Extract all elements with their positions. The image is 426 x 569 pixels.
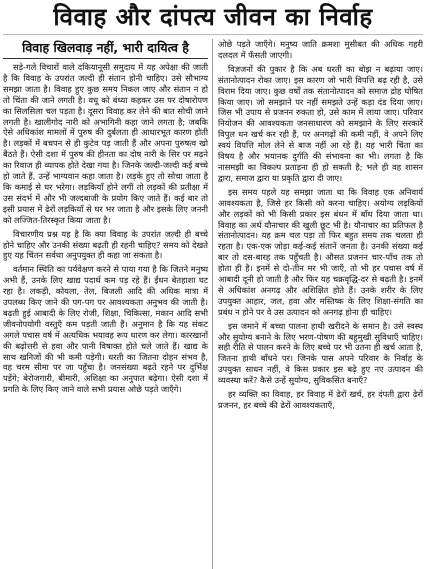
paragraph: हर व्यक्ति का विवाह, हर विवाह में ढेरों खर्च, हर दंपती द्वारा ढेरों प्रजनन, हर बच्चे की ढेरों आवश्यकताएँ, <box>218 389 423 410</box>
article-headline: विवाह खिलवाड़ नहीं, भारी दायित्व है <box>3 39 208 59</box>
article-columns <box>3 39 423 569</box>
paragraph: ओछे पड़ते जाएँगे। मनुष्य जाति क्रमशः मुसीबत की अधिक गहरी दलदल में फँसती जाएगी। <box>218 39 423 60</box>
paragraph: सड़े-गले विचारों वाले दकियानूसी समुदाय में यह अपेक्षा की जाती है कि विवाह के उपरांत जल्दी ही संतान होनी चाहिए। उसे सौभाग्य समझा जाता है। विवाह हुए कुछ समय निकल जाए और संतान न हो तो चिंता की जाने लगती है। वधू को बंध्या कहकर उस पर दोषारोपण का सिलसिला चल पड़ता है। दूसरा विवाह कर लेने की बात सोची जाने लगती है। खालीगोद नारी को अभागिनी कहा जाने लगता है; जबकि ऐसे अधिकांश मामलों में पुरुष की दुर्बलता ही आधारभूत कारण होती है। लड़कों में बचपन से ही कुटेव पड़ जाती हैं और अपना पुरुषत्व खो बैठते हैं। ऐसी दशा में पुरुष की हीनता का दोष नारी के सिर पर मढ़ने का रिवाज ही व्यापक होते देखा गया है। जिनके जल्दी-जल्दी कई बच्चे हो जाते हैं, उन्हें भाग्यवान कहा जाता है। लड़के हुए तो सोचा जाता है कि कमाई से घर भरेगा। लड़कियाँ होने लगीं तो लड़कों की प्रतीक्षा में उस संदर्भ में और भी जल्दबाजी के प्रयोग किए जाते हैं। कई बार तो इसी प्रयास में ढेरों लड़कियाँ से घर भर जाता है और इसके लिए जननी को लज्जित-तिरस्कृत किया जाता है। <box>3 62 208 225</box>
paragraph: वर्तमान स्थिति का पर्यवेक्षण करने से पाया गया है कि जितने मनुष्य अभी हैं, उनके लिए खाद्य पदार्थ कम पड़ रहे हैं। ईंधन बेतहाशा घट रहा है। लकड़ी, कोयला, तेल, बिजली आदि की अधिक मात्रा में उपलब्ध किए जाने की पग-पग पर आवश्यकता अनुभव की जाती है। बढ़ती हुई आबादी के लिए रोजी, शिक्षा, चिकित्सा, मकान आदि सभी जीवनोपयोगी वस्तुएँ कम पड़ती जाती हैं। अनुमान है कि यह संकट अगले पचास वर्ष में अत्यधिक भयावह रूप धारण कर लेगा। कारखानों की बढ़ोत्तरी से हवा और पानी विषाक्त होते चले जाते हैं। खाद्य के साथ खनिजों की भी कमी पड़ेगी। धरती का जितना दोहन संभव है, वह चरम सीमा पर जा पहुँचा है। जनसंख्या बढ़ते रहने पर दुर्भिक्ष पड़ेंगे; बेरोजगारी, बीमारी, अशिक्षा का अनुपात बढ़ेगा। ऐसी दशा में प्रगति के लिए किए जाने वाले सभी प्रयास ओछे पड़ते जाएँगे। <box>3 264 208 395</box>
paragraph: विचारणीय प्रश्न यह है कि क्या विवाह के उपरांत जल्दी ही बच्चे होने चाहिए और उनकी संख्या बढ़ती ही रहनी चाहिए? समय को देखते हुए यह चिंतन सर्वथा अनुपयुक्त ही कहा जा सकता है। <box>3 228 208 261</box>
right-column <box>213 39 423 569</box>
left-column <box>3 39 213 569</box>
paragraph: इस जमाने में बच्चा पालना हाथी खरीदने के समान है। उसे स्वस्थ और सुयोग्य बनाने के लिए भरण-पोषण की बहुमुखी सुविधाएँ चाहिए। सही रीति से पालन करने के लिए बच्चे पर भी उतना ही खर्च आता है, जितना हाथी बाँधने पर। जिनके पास अपने परिवार के निर्वाह के उपयुक्त साधन नहीं, वे किस प्रकार इस बढ़े हुए नए उत्पादन की व्यवस्था करें? कैसे उन्हें सुयोग्य, सुविकसित बनाएँ? <box>218 320 423 386</box>
article-title: विवाह और दांपत्य जीवन का निर्वाह <box>3 2 423 35</box>
paragraph: विज्ञजनों की पुकार है कि अब धरती का बोझ न बढ़ाया जाए। संतानोत्पादन रोका जाए। इस कारण जो भारी विपत्ति बढ़ रही है, उसे विराम दिया जाए। कुछ वर्षों तक संतानोत्पादन को समाज द्रोह घोषित किया जाए। जो समझाने पर नहीं समझते उन्हें कड़ा दंड दिया जाए। जिस भी उपाय से प्रजनन रुकता हो, उसे काम में लाया जाए। परिवार नियोजन की आवश्यकता जनसाधारण को समझाने के लिए सरकारें विपुल धन खर्च कर रही हैं, पर अनगढ़ों की कमी नहीं, वे अपने लिए स्वयं विपत्ति मोल लेने से बाज नहीं आ रहे हैं। यह भारी चिंता का विषय है और भयानक दुर्गति की संभावना का भी। लगता है कि नासमझी का विकल्प प्रताड़ना ही हो सकती है; भले ही वह शासन द्वारा, समाज द्वारा या प्रकृति द्वारा दी जाए। <box>218 63 423 183</box>
paragraph: इस समय पहले यह समझा जाता था कि विवाह एक अनिवार्य आवश्यकता है, जिसे हर किसी को करना चाहिए। अयोग्य लड़कियों और लड़कों को भी किसी प्रकार इस बंधन में बाँध दिया जाता था। विवाह का अर्थ यौनाचार की खुली छूट भी है। यौनाचार का प्रतिफल है संतानोत्पादन। यह क्रम चल पड़ा तो फिर बहुत समय तक चलता ही रहता है। एक-एक जोड़ा कई-कई संतानें जनता है। उनकी संख्या कई बार तो दस-बारह तक पहुँचती है। औसत प्रजनन चार-पाँच तक तो होता ही है। इनमें से दो-तीन मर भी जाएँ, तो भी हर पचास वर्ष में आबादी दूनी हो जाती है और फिर यह चक्रवृद्धि-दर से बढ़ती है। इनमें से अधिकांश अनगढ़ और अशिक्षित होते हैं। उनके शरीर के लिए उपयुक्त आहार, जल, हवा और मस्तिष्क के लिए शिक्षा-संगति का प्रबंध न होने पर वे उस उत्पादन को अनगढ़ होना ही चाहिए। <box>218 186 423 317</box>
